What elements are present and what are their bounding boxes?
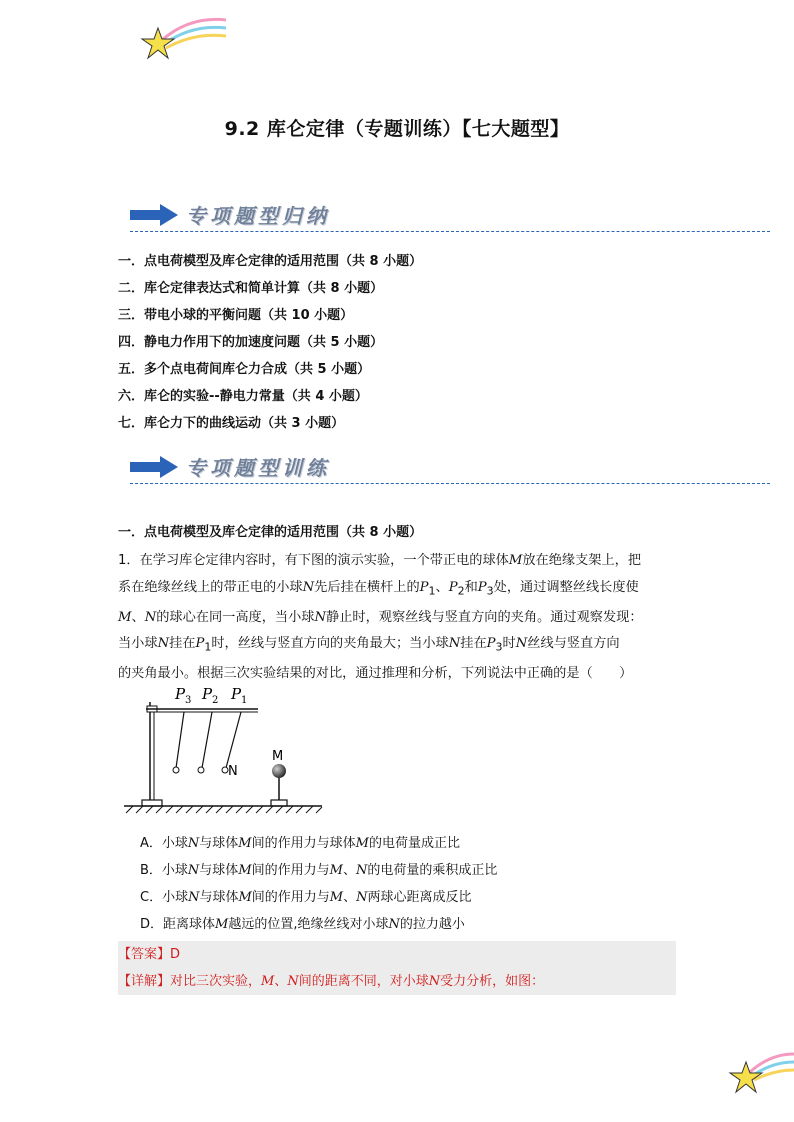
option-b[interactable]: B．小球N与球体M间的作用力与M、N的电荷量的乘积成正比 xyxy=(140,863,498,878)
shooting-star-icon xyxy=(140,14,230,64)
option-a[interactable]: A．小球N与球体M间的作用力与球体M的电荷量成正比 xyxy=(140,836,460,851)
topic-item: 一．点电荷模型及库仑定律的适用范围（共 8 小题） xyxy=(118,254,423,269)
banner-summary-text: 专项题型归纳 xyxy=(186,204,330,228)
detail-line: 【详解】对比三次实验，M、N间的距离不同，对小球N受力分析，如图： xyxy=(118,974,545,989)
section-heading: 一．点电荷模型及库仑定律的适用范围（共 8 小题） xyxy=(118,525,423,540)
answer-value: D xyxy=(170,947,181,962)
topic-item: 五．多个点电荷间库仑力合成（共 5 小题） xyxy=(118,362,371,377)
section-banner-summary xyxy=(130,196,770,232)
svg-text:3: 3 xyxy=(185,695,192,706)
banner-training-text: 专项题型训练 xyxy=(186,456,330,480)
topic-item: 六．库仑的实验--静电力常量（共 4 小题） xyxy=(118,389,368,404)
insulating-stand-base xyxy=(271,800,287,806)
page-title: 9.2 库仑定律（专题训练）【七大题型】 xyxy=(224,118,570,140)
ground-hatch xyxy=(126,806,322,813)
topic-item: 七．库仑力下的曲线运动（共 3 小题） xyxy=(118,416,345,431)
svg-text:1: 1 xyxy=(241,695,248,706)
dashed-divider xyxy=(130,231,770,232)
label-m: M xyxy=(272,749,284,764)
thread-p1 xyxy=(226,712,241,768)
label-p2: P xyxy=(202,685,213,703)
topic-item: 三．带电小球的平衡问题（共 10 小题） xyxy=(118,308,354,323)
topic-item: 四．静电力作用下的加速度问题（共 5 小题） xyxy=(118,335,384,350)
arrow-right-icon xyxy=(130,204,178,226)
dashed-divider xyxy=(130,483,770,484)
answer-line xyxy=(118,943,180,962)
ball-n-p3 xyxy=(173,767,179,773)
label-n: N xyxy=(228,764,238,779)
stand-base xyxy=(142,800,162,806)
sphere-m xyxy=(272,764,286,778)
topic-item: 二．库仑定律表达式和简单计算（共 8 小题） xyxy=(118,281,384,296)
option-c[interactable]: C．小球N与球体M间的作用力与M、N两球心距离成反比 xyxy=(140,890,472,905)
answer-box xyxy=(118,941,676,995)
svg-text:2: 2 xyxy=(212,695,219,706)
option-d[interactable]: D．距离球体M越远的位置,绝缘丝线对小球N的拉力越小 xyxy=(140,917,465,932)
label-p1: P xyxy=(231,685,242,703)
ball-n-p2 xyxy=(198,767,204,773)
experiment-figure xyxy=(118,682,328,814)
thread-p2 xyxy=(202,712,212,768)
arrow-right-icon xyxy=(130,456,178,478)
section-banner-training xyxy=(130,448,770,484)
label-p3: P xyxy=(175,685,186,703)
question-text: 1．在学习库仑定律内容时，有下图的演示实验，一个带正电的球体M放在绝缘支架上，把 系在绝缘丝线上的带正电的小球N先后挂在横杆上的$P_1$、$P_2$和$P_3$处，通过调整丝线长度使 M、N的球心在同一高度，当小球N静止时，观察丝线与竖直方向的夹角。通过观察发现： 当小球N挂在$P_1$时，丝线与竖直方向的夹角最大；当小球N挂在$P_3$时N丝线与竖直方向 的夹角最小。根据三次实验结果的对比，通过推理和分析，下列说法中正确的是（ ） xyxy=(118,553,643,682)
thread-p3 xyxy=(176,712,184,768)
topic-list xyxy=(118,252,422,441)
answer-label: 【答案】 xyxy=(118,947,171,962)
shooting-star-icon xyxy=(728,1048,794,1098)
detail-label: 【详解】 xyxy=(118,974,171,989)
